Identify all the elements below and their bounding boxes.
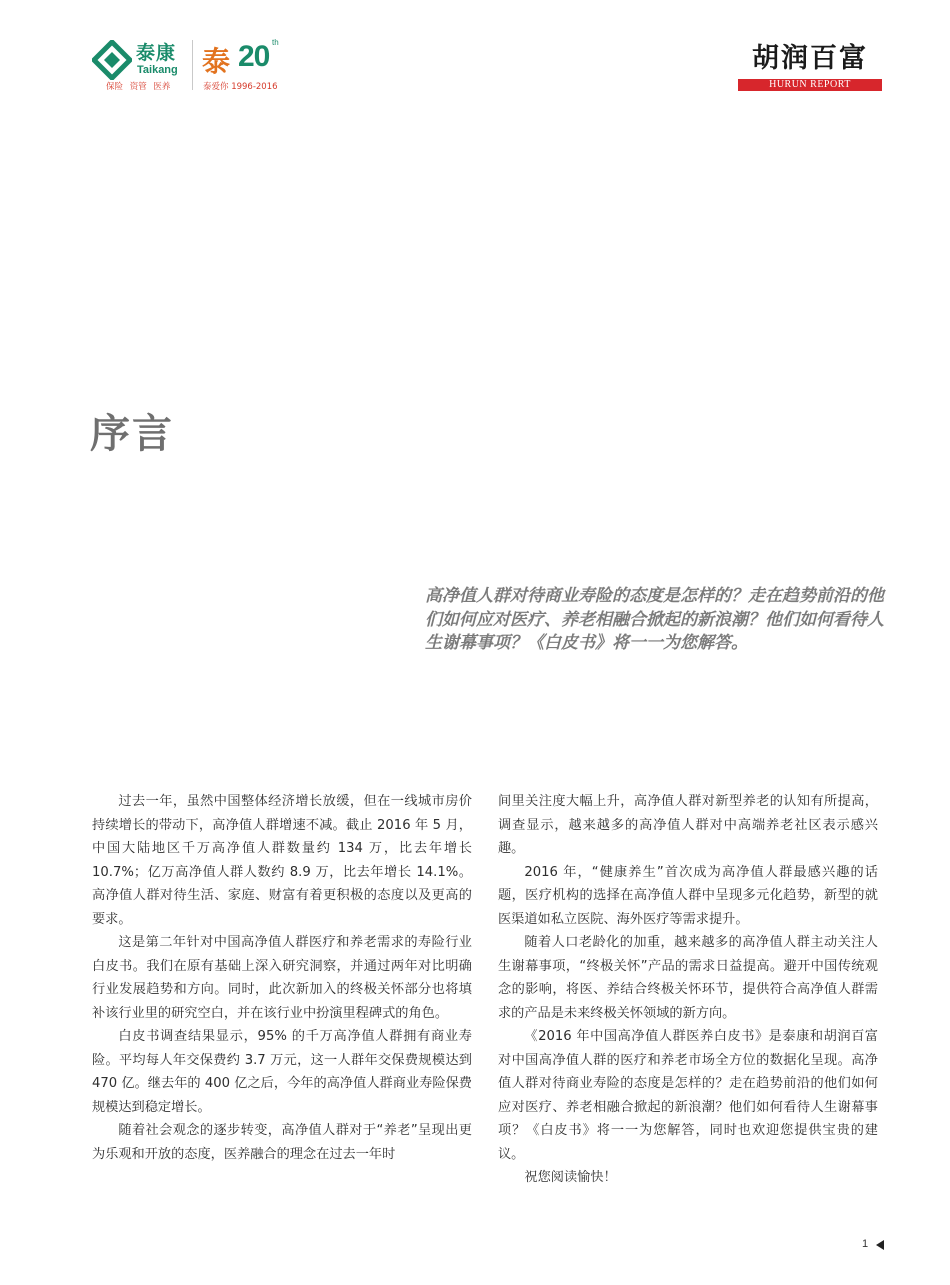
paragraph: 白皮书调查结果显示，95% 的千万高净值人群拥有商业寿险。平均每人年交保费约 3.7 万元，这一人群年交保费规模达到 470 亿。继去年的 400 亿之后，今年的高净值人群商业寿险保费规模达到稳定增长。 [92,1029,472,1115]
paragraph: 这是第二年针对中国高净值人群医疗和养老需求的寿险行业白皮书。我们在原有基础上深入研究洞察，并通过两年对比明确行业发展趋势和方向。同时，此次新加入的终极关怀部分也将填补该行业里的研究空白，并在该行业中扮演里程碑式的角色。 [92,935,472,1021]
paragraph: 随着人口老龄化的加重，越来越多的高净值人群主动关注人生谢幕事项，“终极关怀”产品的需求日益提高。避开中国传统观念的影响，将医、养结合终极关怀环节，提供符合高净值人群需求的产品是未来终极关怀领域的新方向。 [498,935,878,1021]
paragraph: 过去一年，虽然中国整体经济增长放缓，但在一线城市房价持续增长的带动下，高净值人群增速不减。截止 2016 年 5 月，中国大陆地区千万高净值人群数量约 134 万，比去年增长 10.7%；亿万高净值人群人数约 8.9 万，比去年增长 14.1%。高净值人群对待生活、家庭、财富有着更积极的态度以及更高的要求。 [92,794,472,927]
taikang-tagline: 保险 资管 医养 [106,82,171,92]
page-title: 序言 [90,410,174,457]
hurun-logo [738,42,882,92]
anniversary-subtitle: 泰爱你 1996-2016 [203,82,278,92]
taikang-name-en: Taikang [137,64,178,76]
anniversary-number: 20 [238,40,270,73]
taikang-logo [92,38,292,94]
lead-quote: 高净值人群对待商业寿险的态度是怎样的？走在趋势前沿的他们如何应对医疗、养老相融合掀起的新浪潮？他们如何看待人生谢幕事项？《白皮书》将一一为您解答。 [425,586,884,653]
anniversary-char: 泰 [202,45,231,78]
logo-divider [192,40,193,90]
paragraph-continuation: 间里关注度大幅上升，高净值人群对新型养老的认知有所提高，调查显示，越来越多的高净值人群对中高端养老社区表示感兴趣。 [498,794,878,856]
anniversary-suffix: th [272,38,279,47]
paragraph: 随着社会观念的逐步转变，高净值人群对于“养老”呈现出更为乐观和开放的态度，医养融合的理念在过去一年时 [92,1123,472,1162]
hurun-name-cn: 胡润百富 [752,43,868,74]
paragraph: 2016 年，“健康养生”首次成为高净值人群最感兴趣的话题，医疗机构的选择在高净值人群中呈现多元化趋势，新型的就医渠道如私立医院、海外医疗等需求提升。 [498,864,878,927]
body-column-right [498,790,878,1190]
taikang-diamond-icon [92,40,132,80]
left-triangle-icon[interactable] [876,1240,884,1250]
closing-line: 祝您阅读愉快！ [524,1170,617,1185]
page-number: 1 [862,1238,869,1250]
hurun-name-en: HURUN REPORT [769,79,851,90]
paragraph: 《2016 年中国高净值人群医养白皮书》是泰康和胡润百富对中国高净值人群的医疗和养老市场全方位的数据化呈现。高净值人群对待商业寿险的态度是怎样的？走在趋势前沿的他们如何应对医疗、养老相融合掀起的新浪潮？他们如何看待人生谢幕事项？《白皮书》将一一为您解答，同时也欢迎您提供宝贵的建议。 [498,1029,878,1162]
taikang-name-cn: 泰康 [136,42,177,64]
body-column-left [92,790,472,1166]
anniversary-logo [202,38,292,94]
